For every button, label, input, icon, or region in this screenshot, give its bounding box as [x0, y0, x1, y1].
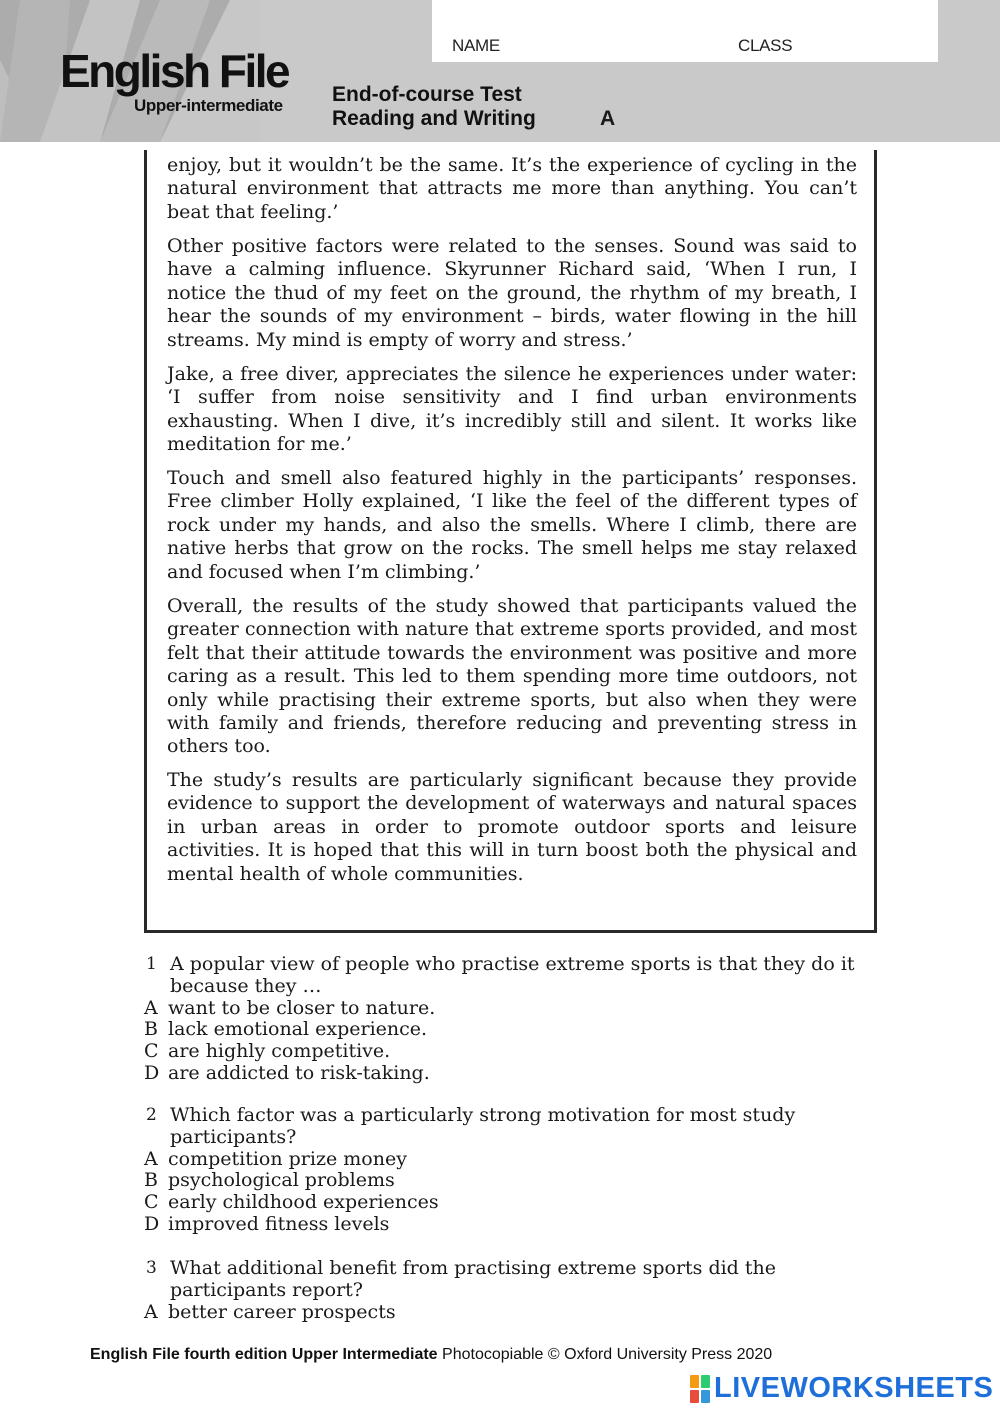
page-header [0, 0, 1000, 142]
liveworksheets-text: LIVEWORKSHEETS [714, 1372, 994, 1404]
question-text: A popular view of people who practise extreme sports is that they do it because they … [170, 953, 855, 997]
option-text: competition prize money [168, 1147, 407, 1170]
option-text: improved fitness levels [168, 1212, 390, 1235]
question-1 [144, 954, 864, 1085]
option-text: better career prospects [168, 1300, 396, 1323]
question-number: 3 [146, 1258, 157, 1278]
reading-paragraph: Other positive factors were related to the senses. Sound was said to have a calming influence. Skyrunner Richard said, ‘When I run, I notice the thud of my feet on the ground, the rhythm of my breath, I hear the sounds of my environment – birds, water flowing in the hill streams. My mind is empty of worry and stress.’ [167, 235, 857, 351]
answer-option[interactable] [144, 1192, 864, 1214]
option-text: want to be closer to nature. [168, 996, 436, 1019]
reading-text-box [144, 150, 877, 933]
liveworksheets-logo[interactable] [690, 1372, 993, 1405]
option-text: lack emotional experience. [168, 1018, 428, 1041]
question-3 [144, 1258, 864, 1323]
option-letter: B [144, 1169, 158, 1192]
option-text: psychological problems [168, 1169, 395, 1192]
test-version: A [600, 107, 616, 130]
option-text: are addicted to risk-taking. [168, 1061, 430, 1084]
copyright-footer [90, 1346, 772, 1364]
footer-copyright: Photocopiable © Oxford University Press 2020 [437, 1346, 773, 1363]
liveworksheets-icon [690, 1375, 710, 1403]
test-title: End-of-course Test [332, 83, 522, 106]
answer-option[interactable] [144, 998, 864, 1020]
logo-subtitle: Upper-intermediate [134, 96, 283, 115]
option-letter: A [144, 1300, 158, 1323]
answer-option[interactable] [144, 1149, 864, 1171]
option-text: are highly competitive. [168, 1040, 391, 1063]
question-text: What additional benefit from practising extreme sports did the participants report? [170, 1257, 777, 1301]
reading-paragraph: The study’s results are particularly significant because they provide evidence to support the development of waterways and natural spaces in urban areas in order to promote outdoor sports and leisure activities. It is hoped that this will in turn boost both the physical and mental health of whole communities. [167, 769, 857, 885]
question-2 [144, 1105, 864, 1236]
question-number: 2 [146, 1105, 157, 1125]
answer-option[interactable] [144, 1302, 864, 1324]
option-letter: A [144, 1147, 158, 1170]
answer-option[interactable] [144, 1063, 864, 1085]
option-letter: C [144, 1040, 159, 1063]
answer-option[interactable] [144, 1019, 864, 1041]
reading-paragraph: Touch and smell also featured highly in the participants’ responses. Free climber Holly explained, ‘I like the feel of the different types of rock under my hands, and also the smells. Where I climb, there are native herbs that grow on the rocks. The smell helps me stay relaxed and focused when I’m climbing.’ [167, 467, 857, 583]
reading-paragraph: enjoy, but it wouldn’t be the same. It’s the experience of cycling in the natural environment that attracts me more than anything. You can’t beat that feeling.’ [167, 154, 857, 223]
option-letter: C [144, 1191, 159, 1214]
question-text: Which factor was a particularly strong motivation for most study participants? [170, 1104, 796, 1148]
answer-option[interactable] [144, 1170, 864, 1192]
footer-book-title: English File fourth edition Upper Intermediate [90, 1346, 438, 1363]
reading-paragraph: Overall, the results of the study showed that participants valued the greater connection with nature that extreme sports provided, and most felt that their attitude towards the environment was positive and more caring as a result. This led to them spending more time outdoors, not only while practising their extreme sports, but also when they were with family and friends, therefore reducing and preventing stress in others too. [167, 595, 857, 758]
answer-option[interactable] [144, 1214, 864, 1236]
option-text: early childhood experiences [168, 1191, 439, 1214]
answer-option[interactable] [144, 1041, 864, 1063]
name-label: NAME [452, 36, 500, 55]
logo-title: English File [60, 45, 289, 97]
option-letter: D [144, 1061, 160, 1084]
option-letter: D [144, 1212, 160, 1235]
question-number: 1 [146, 954, 157, 974]
class-label: CLASS [738, 36, 793, 55]
reading-paragraph: Jake, a free diver, appreciates the silence he experiences under water: ‘I suffer from noise sensitivity and I find urban environments exhausting. When I dive, it’s incredibly still and silent. It works like meditation for me.’ [167, 363, 857, 456]
test-subtitle: Reading and Writing [332, 107, 536, 130]
option-letter: B [144, 1018, 158, 1041]
option-letter: A [144, 996, 158, 1019]
name-class-box [432, 0, 938, 62]
